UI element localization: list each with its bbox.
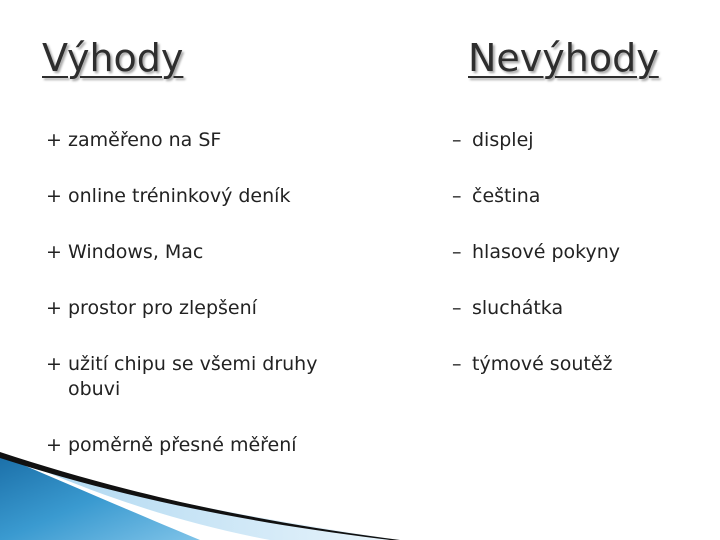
minus-marker: –	[452, 241, 462, 263]
minus-marker: –	[452, 297, 462, 319]
list-item	[46, 128, 376, 153]
list-item-text: poměrně přesné měření	[68, 434, 297, 456]
plus-marker: +	[46, 129, 62, 151]
minus-marker: –	[452, 353, 462, 375]
list-item-text: zaměřeno na SF	[68, 129, 222, 151]
decoration-blue-wedge	[0, 455, 200, 540]
plus-marker: +	[46, 241, 62, 263]
list-item	[46, 240, 376, 265]
minus-marker: –	[452, 129, 462, 151]
list-item	[452, 184, 702, 209]
list-item	[452, 128, 702, 153]
list-item	[452, 240, 702, 265]
list-item-text: prostor pro zlepšení	[68, 297, 257, 319]
plus-marker: +	[46, 185, 62, 207]
plus-marker: +	[46, 434, 62, 456]
list-item-text: užití chipu se všemi druhy obuvi	[68, 353, 318, 400]
slide-corner-decoration	[0, 440, 400, 540]
advantages-heading: Výhody	[42, 36, 184, 80]
list-item	[46, 296, 376, 321]
advantages-list	[46, 128, 376, 489]
list-item	[452, 352, 702, 377]
list-item-text: Windows, Mac	[68, 241, 204, 263]
minus-marker: –	[452, 185, 462, 207]
plus-marker: +	[46, 353, 62, 375]
list-item	[452, 296, 702, 321]
list-item	[46, 184, 376, 209]
list-item-text: online tréninkový deník	[68, 185, 291, 207]
list-item-text: čeština	[472, 185, 541, 207]
plus-marker: +	[46, 297, 62, 319]
disadvantages-list	[452, 128, 702, 408]
list-item-text: týmové soutěž	[472, 353, 613, 375]
list-item-text: hlasové pokyny	[472, 241, 621, 263]
list-item-text: displej	[472, 129, 534, 151]
list-item	[46, 352, 376, 402]
disadvantages-heading: Nevýhody	[468, 36, 659, 80]
list-item-text: sluchátka	[472, 297, 564, 319]
